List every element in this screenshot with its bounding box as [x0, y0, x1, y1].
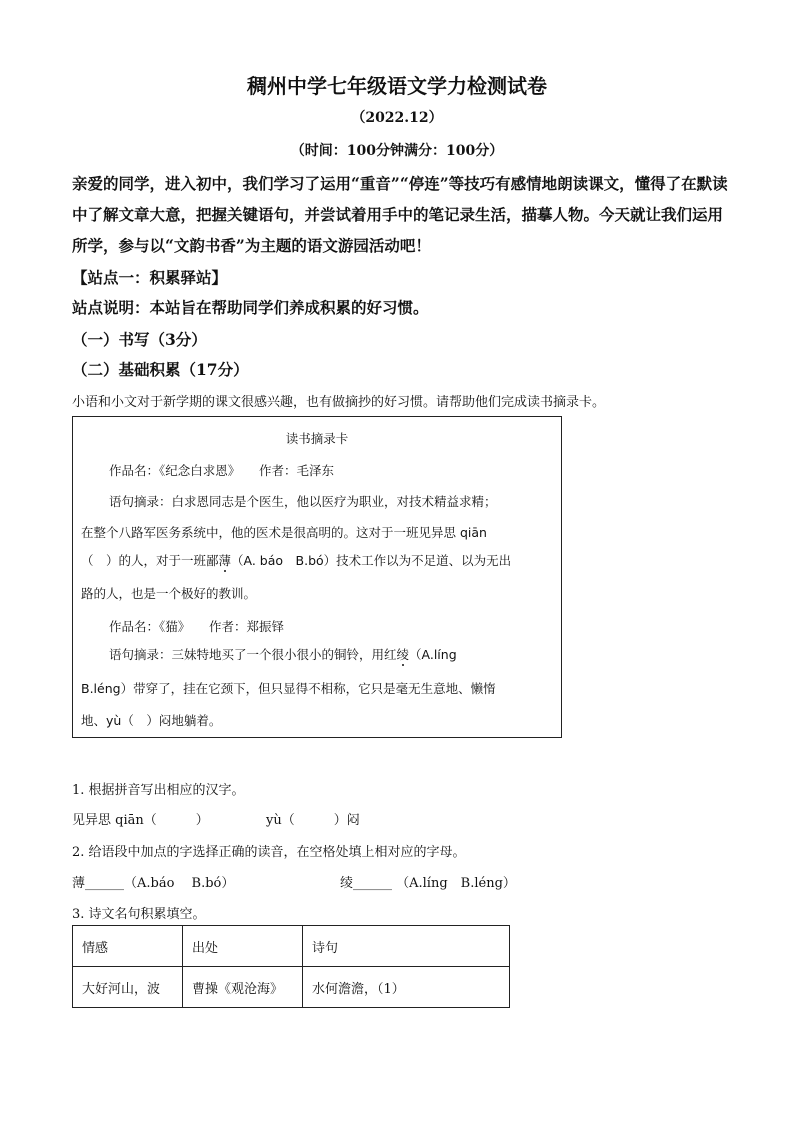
q1-part-b: yù（ ）闷 — [266, 813, 360, 828]
exam-title: 稠州中学七年级语文学力检测试卷 — [247, 74, 547, 98]
card-excerpt-1-line-3-a: （ ）的人，对于一班鄙 — [81, 553, 219, 568]
card-excerpt-1-line-4: 路的人，也是一个极好的教训。 — [81, 586, 257, 601]
q2-part-b: 绫______ （A.líng B.léng） — [340, 876, 516, 891]
header-cell-emotion: 情感 — [73, 926, 183, 967]
card-excerpt-2-line-3: 地、yù（ ）闷地躺着。 — [81, 713, 222, 728]
cell-verse: 水何澹澹，（1） — [303, 967, 510, 1008]
card-excerpt-2-line-1-b: （A.líng — [409, 647, 457, 662]
header-cell-source: 出处 — [183, 926, 303, 967]
q3-prompt: 3. 诗文名句积累填空。 — [72, 907, 206, 922]
card-excerpt-1-line-3-b: （A. báo B.bó）技术工作以为不足道、以为无出 — [231, 553, 512, 568]
q1-part-a: 见异思 qiān（ ） — [72, 813, 209, 828]
table-header-row — [73, 926, 510, 967]
q2-part-a: 薄______（A.báo B.bó） — [72, 876, 235, 891]
exam-time-info: （时间：100分钟满分：100分） — [290, 143, 504, 159]
task-intro: 小语和小文对于新学期的课文很感兴趣，也有做摘抄的好习惯。请帮助他们完成读书摘录卡。 — [72, 395, 606, 410]
intro-paragraph: 亲爱的同学，进入初中，我们学习了运用“重音”“停连”等技巧有感情地朗读课文，懂得了在默读中了解文章大意，把握关键语句，并尝试着用手中的笔记录生活，描摹人物。今天就让我们运用所学，参与以“文韵书香”为主题的语文游园活动吧！ — [72, 174, 728, 255]
card-excerpt-2-line-1 — [109, 645, 457, 663]
card-excerpt-1-line-2: 在整个八路军医务系统中，他的医术是很高明的。这对于一班见异思 qiān — [81, 525, 487, 540]
q1-prompt: 1. 根据拼音写出相应的汉字。 — [72, 783, 245, 798]
dotted-char-bao: 薄 — [218, 553, 232, 568]
card-excerpt-2-line-2: B.léng）带穿了，挂在它颈下，但只显得不相称，它只是毫无生意地、懒惰 — [81, 681, 496, 696]
card-excerpt-1-line-3 — [81, 551, 511, 569]
cell-emotion: 大好河山，波 — [73, 967, 183, 1008]
dotted-char-ling: 绫 — [396, 647, 410, 662]
station-description: 站点说明：本站旨在帮助同学们养成积累的好习惯。 — [72, 298, 429, 317]
table-row — [73, 967, 510, 1008]
header-cell-verse: 诗句 — [303, 926, 510, 967]
card-work-1: 作品名：《纪念白求恩》 作者：毛泽东 — [109, 463, 335, 478]
station-heading: 【站点一：积累驿站】 — [72, 268, 228, 287]
poem-table — [72, 925, 510, 1008]
section-basic: （二）基础积累（17分） — [72, 360, 249, 379]
exam-date: （2022.12） — [351, 110, 443, 126]
q2-prompt: 2. 给语段中加点的字选择正确的读音，在空格处填上相对应的字母。 — [72, 845, 466, 860]
section-writing: （一）书写（3分） — [72, 330, 207, 349]
card-work-2: 作品名：《猫》 作者：郑振铎 — [109, 619, 285, 634]
cell-source: 曹操《观沧海》 — [183, 967, 303, 1008]
card-excerpt-2-line-1-a: 语句摘录：三妹特地买了一个很小很小的铜铃，用红 — [109, 647, 397, 662]
reading-card — [72, 416, 562, 738]
card-title: 读书摘录卡 — [285, 431, 349, 446]
card-excerpt-1-line-1: 语句摘录：白求恩同志是个医生，他以医疗为职业，对技术精益求精； — [109, 494, 497, 509]
